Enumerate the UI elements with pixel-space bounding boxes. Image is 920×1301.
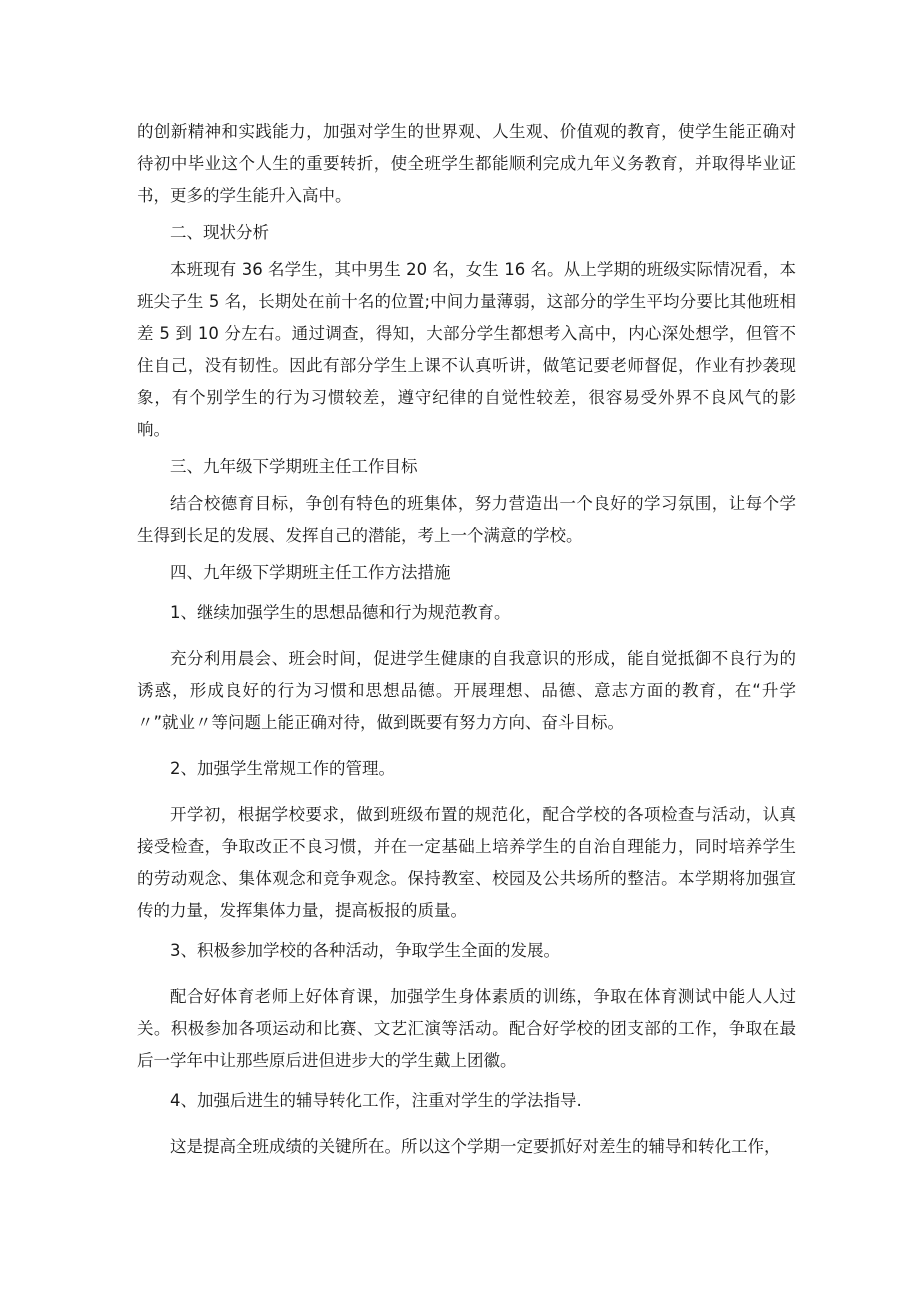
paragraph-work-goals: 结合校德育目标，争创有特色的班集体，努力营造出一个良好的学习氛围，让每个学生得到长足的发展、发挥自己的潜能，考上一个满意的学校。 [137,494,796,545]
paragraph-moral-education: 充分利用晨会、班会时间，促进学生健康的自我意识的形成，能自觉抵御不良行为的诱惑，形成良好的行为习惯和思想品德。开展理想、品德、意志方面的教育，在“升学〃”就业〃等问题上能正确对待，做到既要有努力方向、奋斗目标。 [137,649,796,732]
section-heading-status-analysis: 二、现状分析 [170,223,269,242]
subheading-moral-education: 1、继续加强学生的思想品德和行为规范教育。 [170,603,511,622]
paragraph-status-analysis: 本班现有 36 名学生，其中男生 20 名，女生 16 名。从上学期的班级实际情况看，本班尖子生 5 名，长期处在前十名的位置;中间力量薄弱，这部分的学生平均分要比其他班相差 5 到 10 分左右。通过调查，得知，大部分学生都想考入高中，内心深处想学，但管不住自己，没有韧性。因此有部分学生上课不认真听讲，做笔记要老师督促，作业有抄袭现象，有个别学生的行为习惯较差，遵守纪律的自觉性较差，很容易受外界不良风气的影响。 [137,260,796,439]
subheading-routine-management: 2、加强学生常规工作的管理。 [170,759,395,778]
paragraph-underachiever-support: 这是提高全班成绩的关键所在。所以这个学期一定要抓好对差生的辅导和转化工作， [170,1137,781,1156]
subheading-school-activities: 3、积极参加学校的各种活动，争取学生全面的发展。 [170,941,560,960]
section-heading-work-goals: 三、九年级下学期班主任工作目标 [170,457,418,476]
paragraph-routine-management: 开学初，根据学校要求，做到班级布置的规范化，配合学校的各项检查与活动，认真接受检查，争取改正不良习惯，并在一定基础上培养学生的自治自理能力，同时培养学生的劳动观念、集体观念和竞争观念。保持教室、校园及公共场所的整洁。本学期将加强宣传的力量，发挥集体力量，提高板报的质量。 [137,805,796,920]
subheading-underachiever-support: 4、加强后进生的辅导转化工作，注重对学生的学法指导. [170,1091,582,1110]
paragraph-continuation: 的创新精神和实践能力，加强对学生的世界观、人生观、价值观的教育，使学生能正确对待初中毕业这个人生的重要转折，使全班学生都能顺利完成九年义务教育，并取得毕业证书，更多的学生能升入高中。 [137,122,796,205]
paragraph-school-activities: 配合好体育老师上好体育课，加强学生身体素质的训练，争取在体育测试中能人人过关。积极参加各项运动和比赛、文艺汇演等活动。配合好学校的团支部的工作，争取在最后一学年中让那些原后进但进步大的学生戴上团徽。 [137,987,796,1070]
section-heading-work-methods: 四、九年级下学期班主任工作方法措施 [170,563,451,582]
